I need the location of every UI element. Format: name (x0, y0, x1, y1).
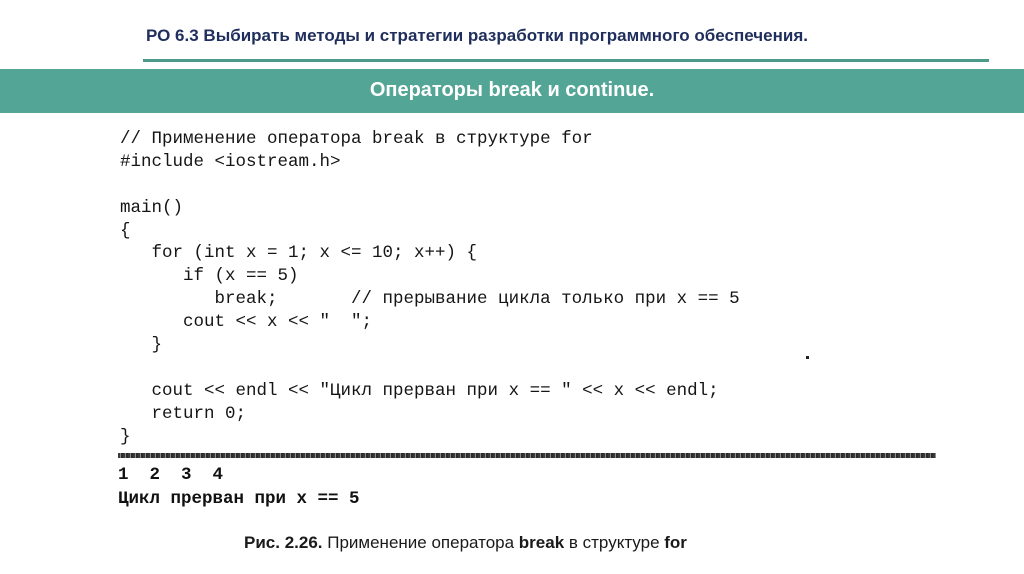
figure-caption (244, 533, 687, 553)
code-line: for (int x = 1; x <= 10; x++) { (120, 243, 478, 264)
caption-text: Применение оператора (322, 533, 519, 552)
title-banner (0, 69, 1024, 113)
caption-label: Рис. 2.26. (244, 533, 323, 552)
slide-title: Операторы break и continue. (369, 79, 655, 101)
code-line: return 0; (120, 403, 247, 424)
caption-keyword-break: break (518, 533, 565, 552)
code-line (120, 174, 740, 197)
code-line: #include <iostream.h> (120, 151, 341, 172)
code-line (120, 357, 740, 380)
slide-header-title: РО 6.3 Выбирать методы и стратегии разработки программного обеспечения. (146, 26, 808, 45)
scan-artifact-dot (806, 356, 809, 359)
header-divider (143, 59, 989, 62)
caption-text: в структуре (564, 533, 665, 552)
code-listing (120, 128, 740, 448)
code-line: cout << endl << "Цикл прерван при x == " << x << endl; (120, 380, 719, 401)
code-line: { (120, 220, 131, 241)
output-line: Цикл прерван при x == 5 (118, 489, 360, 509)
output-divider (118, 453, 936, 458)
caption-keyword-for: for (664, 533, 687, 552)
code-line: } (120, 335, 163, 356)
program-output (118, 463, 360, 511)
code-line: main() (120, 197, 184, 218)
code-line: cout << x << " "; (120, 312, 373, 333)
code-line: break; // прерывание цикла только при x == 5 (120, 289, 740, 310)
code-line: } (120, 426, 131, 447)
output-line: 1 2 3 4 (118, 465, 224, 485)
code-line: if (x == 5) (120, 266, 299, 287)
code-line: // Применение оператора break в структуре for (120, 129, 593, 149)
